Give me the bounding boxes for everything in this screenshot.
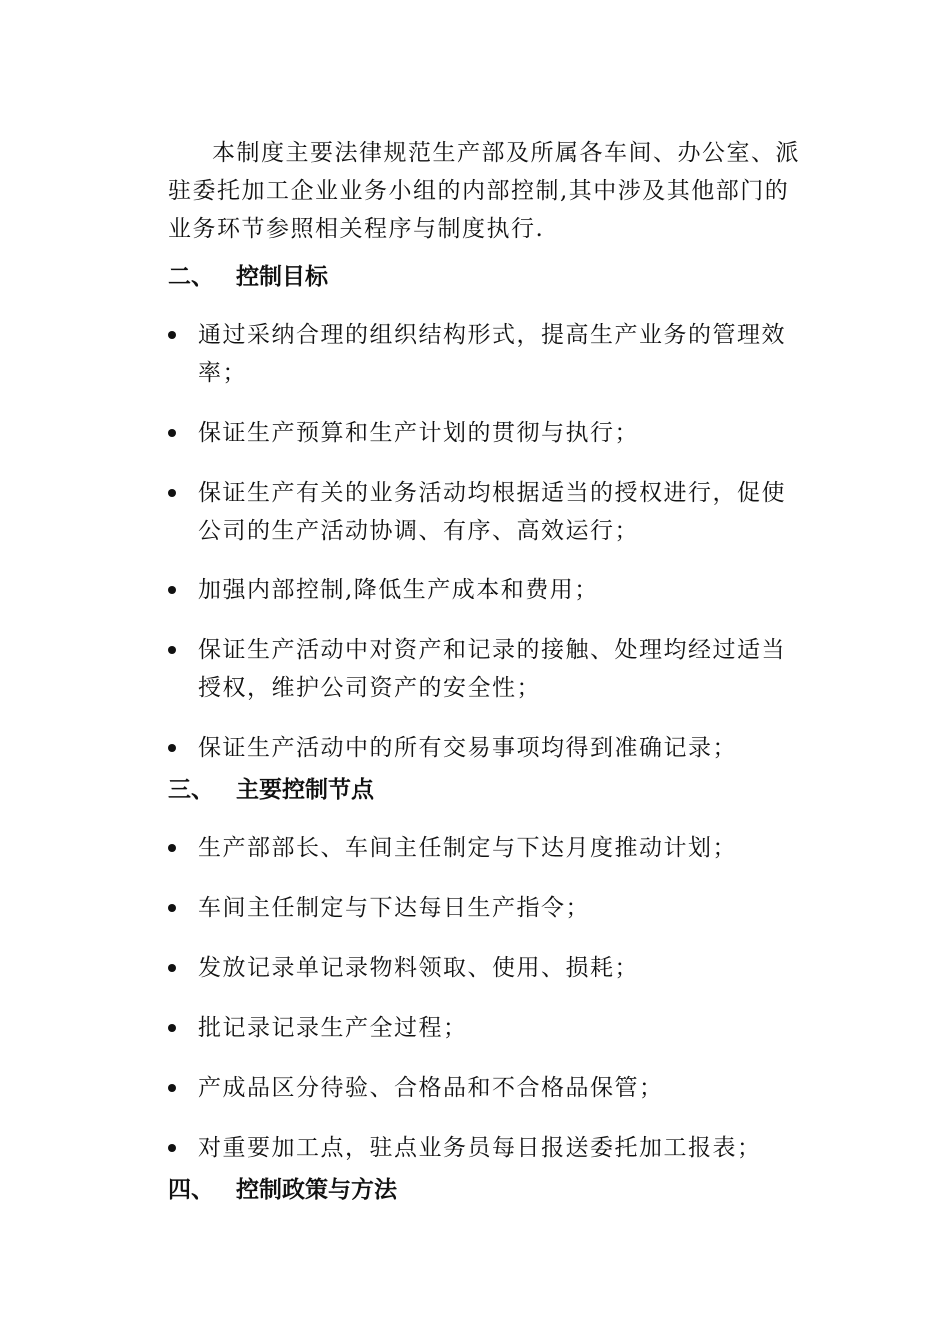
bullet-icon (168, 904, 176, 912)
list-item (168, 1009, 808, 1047)
bullet-icon (168, 744, 176, 752)
bullet-icon (168, 429, 176, 437)
list-item-text: 保证生产有关的业务活动均根据适当的授权进行，促使公司的生产活动协调、有序、高效运行； (198, 480, 786, 544)
bullet-icon (168, 586, 176, 594)
section-number: 四、 (168, 1177, 214, 1203)
list-item-text: 通过采纳合理的组织结构形式，提高生产业务的管理效率； (198, 322, 786, 386)
list-item-text: 保证生产预算和生产计划的贯彻与执行； (198, 420, 639, 446)
section-title: 控制政策与方法 (236, 1177, 397, 1203)
list-item (168, 571, 808, 609)
list-item-text: 车间主任制定与下达每日生产指令； (198, 895, 590, 921)
list-item (168, 949, 808, 987)
bullet-icon (168, 1144, 176, 1152)
section-title: 主要控制节点 (236, 777, 374, 803)
list-item (168, 316, 808, 392)
list-item (168, 889, 808, 927)
list-item-text: 发放记录单记录物料领取、使用、损耗； (198, 955, 639, 981)
bullet-icon (168, 964, 176, 972)
list-item (168, 829, 808, 867)
bullet-icon (168, 844, 176, 852)
list-item-text: 对重要加工点，驻点业务员每日报送委托加工报表； (198, 1135, 762, 1161)
list-item-text: 保证生产活动中的所有交易事项均得到准确记录； (198, 735, 737, 761)
section-heading-key-control-nodes (168, 775, 374, 805)
section-number: 三、 (168, 777, 214, 803)
list-item (168, 631, 808, 707)
bullet-icon (168, 1024, 176, 1032)
bullet-icon (168, 489, 176, 497)
section-number: 二、 (168, 264, 214, 290)
bullet-icon (168, 646, 176, 654)
list-item-text: 加强内部控制,降低生产成本和费用； (198, 577, 599, 603)
list-item-text: 生产部部长、车间主任制定与下达月度推动计划； (198, 835, 737, 861)
section-heading-control-policies (168, 1175, 397, 1205)
list-item (168, 474, 808, 550)
intro-paragraph: 本制度主要法律规范生产部及所属各车间、办公室、派驻委托加工企业业务小组的内部控制,其中涉及其他部门的业务环节参照相关程序与制度执行. (168, 140, 800, 242)
section-heading-control-objectives (168, 262, 328, 292)
list-item (168, 414, 808, 452)
list-item-text: 产成品区分待验、合格品和不合格品保管； (198, 1075, 664, 1101)
list-item (168, 1129, 808, 1167)
bullet-icon (168, 1084, 176, 1092)
section-title: 控制目标 (236, 264, 328, 290)
list-item-text: 批记录记录生产全过程； (198, 1015, 468, 1041)
bullet-icon (168, 331, 176, 339)
list-item (168, 1069, 808, 1107)
list-item (168, 729, 808, 767)
list-item-text: 保证生产活动中对资产和记录的接触、处理均经过适当授权，维护公司资产的安全性； (198, 637, 786, 701)
